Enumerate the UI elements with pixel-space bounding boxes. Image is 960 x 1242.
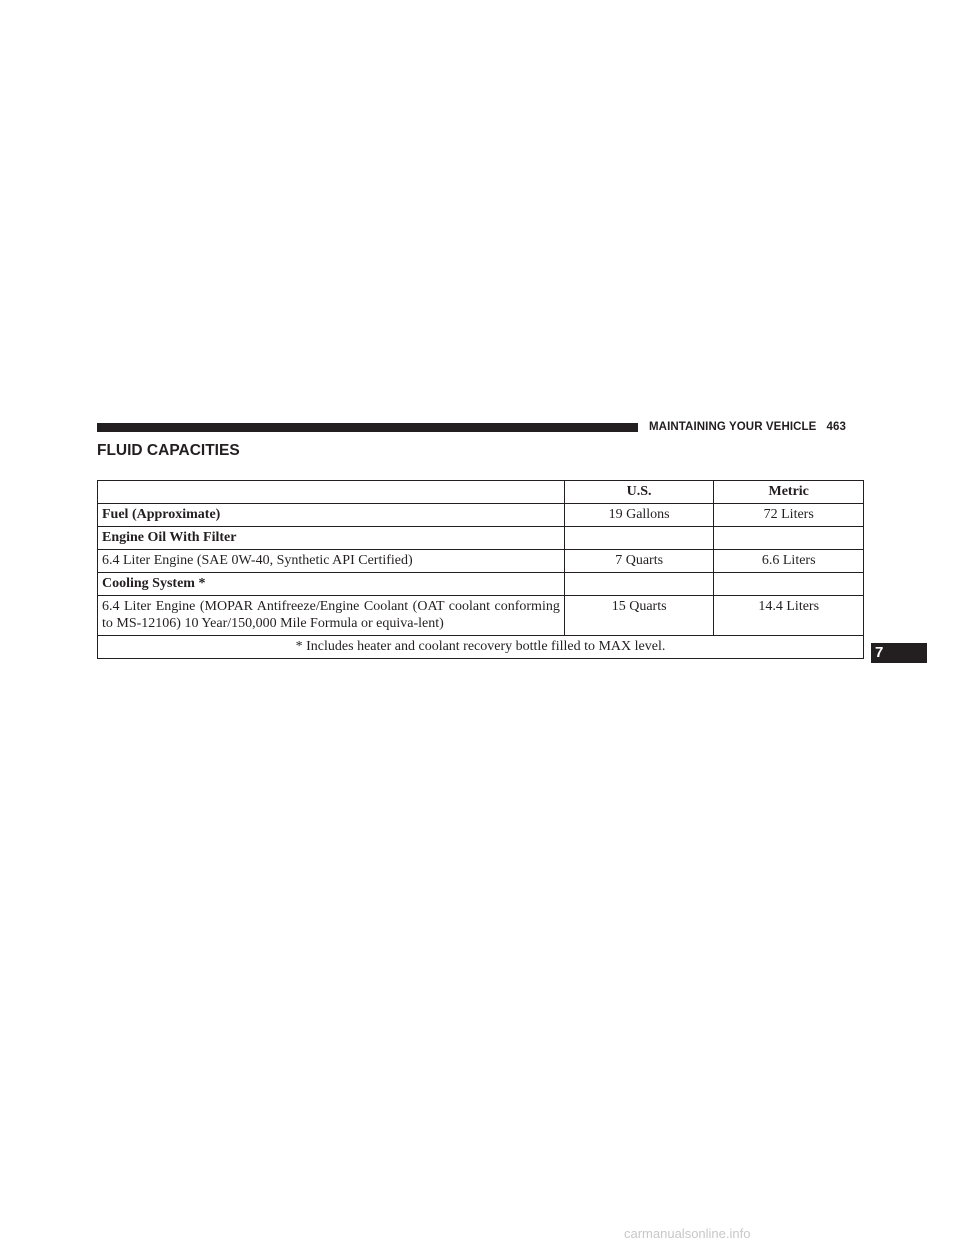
header-section-title: MAINTAINING YOUR VEHICLE [649,421,817,433]
row-label: Fuel (Approximate) [98,504,565,527]
table-row-cooling-heading [98,573,864,596]
metric-value: 72 Liters [714,504,864,527]
fluid-capacities-table [97,480,864,659]
us-value: 15 Quarts [564,596,714,636]
page-number: 463 [826,421,846,433]
table-row-engine-oil [98,550,864,573]
row-label: 6.4 Liter Engine (MOPAR Antifreeze/Engine Coolant (OAT coolant conforming to MS-12106) 10 Year/150,000 Mile Formula or equiva-lent) [98,596,565,636]
table-header-blank [98,481,565,504]
metric-value: 6.6 Liters [714,550,864,573]
table-row-engine-oil-heading [98,527,864,550]
us-value: 7 Quarts [564,550,714,573]
table-row-coolant [98,596,864,636]
row-label: Cooling System * [98,573,565,596]
column-header-metric: Metric [714,481,864,504]
header-rule [97,423,638,432]
metric-value [714,527,864,550]
table-header-row [98,481,864,504]
row-label: Engine Oil With Filter [98,527,565,550]
metric-value: 14.4 Liters [714,596,864,636]
metric-value [714,573,864,596]
us-value [564,527,714,550]
table-footnote: * Includes heater and coolant recovery bottle filled to MAX level. [98,636,864,659]
us-value [564,573,714,596]
us-value: 19 Gallons [564,504,714,527]
column-header-us: U.S. [564,481,714,504]
chapter-tab [871,643,927,663]
row-label: 6.4 Liter Engine (SAE 0W-40, Synthetic API Certified) [98,550,565,573]
section-title: FLUID CAPACITIES [97,442,240,459]
watermark-text: carmanualsonline.info [624,1226,751,1241]
table-row-fuel [98,504,864,527]
table-footnote-row [98,636,864,659]
chapter-number: 7 [875,644,884,661]
running-header [649,419,846,435]
